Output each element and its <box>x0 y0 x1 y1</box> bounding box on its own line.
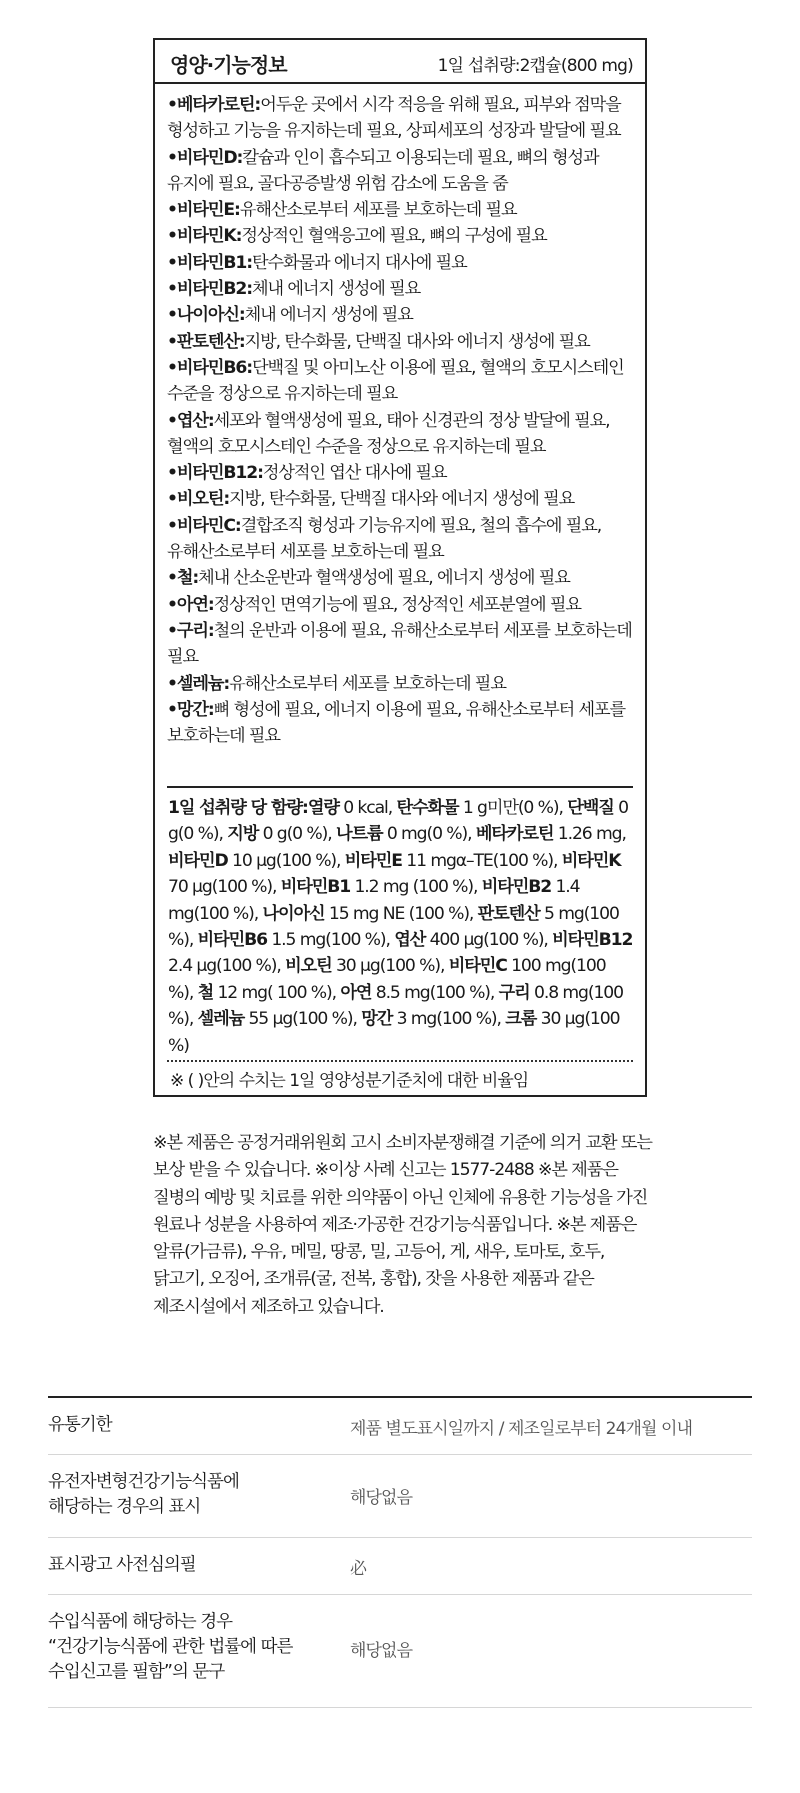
nutrient-value: 8.5 mg(100 %), <box>371 982 499 1003</box>
function-item <box>167 355 635 408</box>
nutrient-name: 베타카로틴 <box>475 824 554 845</box>
function-desc: 체내 에너지 생성에 필요 <box>244 305 413 326</box>
nutrient-name: 비타민E <box>344 850 402 871</box>
function-name: •구리: <box>167 620 214 641</box>
function-name: •비타민B12: <box>167 463 263 484</box>
function-desc: 탄수화물과 에너지 대사에 필요 <box>252 252 467 273</box>
info-table <box>48 1396 752 1708</box>
function-item <box>167 592 635 618</box>
function-desc: 유해산소로부터 세포를 보호하는데 필요 <box>239 200 517 221</box>
info-row <box>48 1455 752 1538</box>
nutrient-value: 5 mg(100 %), <box>168 903 619 951</box>
function-item <box>167 302 635 328</box>
function-name: •나이아신: <box>167 305 245 326</box>
function-desc: 단백질 및 아미노산 이용에 필요, 혈액의 호모시스테인 수준을 정상으로 유지하는데 필요 <box>167 357 624 405</box>
function-name: •망간: <box>167 699 214 720</box>
nutrient-value: 0 mg(0 %), <box>382 824 476 845</box>
nutrient-name: 탄수화물 <box>396 798 459 818</box>
function-desc: 세포와 혈액생성에 필요, 태아 신경관의 정상 발달에 필요, 혈액의 호모시스테인 수준을 정상으로 유지하는데 필요 <box>167 410 610 457</box>
function-item <box>167 329 635 355</box>
nutrient-name: 지방 <box>227 824 259 845</box>
function-desc: 정상적인 혈액응고에 필요, 뼈의 구성에 필요 <box>241 226 547 247</box>
nutrient-name: 판토텐산 <box>477 903 540 924</box>
nutrient-name: 셀레늄 <box>197 1009 245 1030</box>
divider <box>167 786 633 788</box>
function-item <box>167 250 635 276</box>
nutrient-value: 0 g(0 %), <box>168 798 628 845</box>
nutrient-value: 1.4 mg(100 %), <box>168 877 580 924</box>
function-name: •비타민B1: <box>167 252 253 273</box>
function-name: •엽산: <box>167 410 214 431</box>
nutrient-name: 망간 <box>361 1009 393 1030</box>
notice-text: ※본 제품은 공정거래위원회 고시 소비자분쟁해결 기준에 의거 교환 또는 보상 받을 수 있습니다. ※이상 사례 신고는 1577-2488 ※본 제품은 질병의 예방 및 치료를 위한 의약품이 아닌 인체에 유용한 기능성을 가진 원료나 성분을 사용하여 제조·가공한 건강기능식품입니다. ※본 제품은 알류(가금류), 우유, 메밀, 땅콩, 밀, 고등어, 게, 새우, 토마토, 호두, 닭고기, 오징어, 조개류(굴, 전복, 홍합), 잣을 사용한 제품과 같은 제조시설에서 제조하고 있습니다. <box>153 1133 652 1317</box>
info-row <box>48 1538 752 1595</box>
info-label: 수입식품에 해당하는 경우 “건강기능식품에 관한 법률에 따른 수입신고를 필함”의 문구 <box>48 1612 293 1682</box>
info-row <box>48 1398 752 1455</box>
function-item <box>167 460 635 486</box>
info-value: 해당없음 <box>350 1641 413 1661</box>
nutrient-value: 12 mg( 100 %), <box>213 982 341 1003</box>
info-row <box>48 1595 752 1708</box>
nutrient-name: 비타민D <box>168 850 228 871</box>
nutrient-value: 0 g(0 %), <box>258 824 336 845</box>
nutrient-value: 30 μg(100 %) <box>168 1009 620 1056</box>
nutrient-name: 구리 <box>498 982 530 1003</box>
nutrient-value: 11 mgα–TE(100 %), <box>401 850 562 871</box>
function-desc: 체내 산소운반과 혈액생성에 필요, 에너지 생성에 필요 <box>198 568 570 589</box>
function-desc: 칼슘과 인이 흡수되고 이용되는데 필요, 뼈의 형성과 유지에 필요, 골다공증발생 위험 감소에 도움을 줌 <box>167 147 599 194</box>
nutrient-name: 철 <box>197 982 214 1003</box>
function-name: •아연: <box>167 594 214 615</box>
function-name: •비타민B6: <box>167 357 253 378</box>
function-item <box>167 197 635 223</box>
function-item <box>167 565 635 591</box>
function-item <box>167 223 635 249</box>
nutrient-value: 0.8 mg(100 %), <box>168 982 623 1030</box>
nutrient-name: 비타민B6 <box>197 930 267 951</box>
nutrient-value: 1.2 mg (100 %), <box>350 877 482 898</box>
function-item <box>167 276 635 302</box>
function-item <box>167 513 635 566</box>
function-desc: 지방, 탄수화물, 단백질 대사와 에너지 생성에 필요 <box>244 331 590 352</box>
nutrient-name: 비타민B1 <box>280 877 351 898</box>
function-item <box>167 697 635 750</box>
function-name: •베타카로틴: <box>167 95 261 115</box>
footnote: ※ ( )안의 수치는 1일 영양성분기준치에 대한 비율임 <box>170 1071 529 1091</box>
function-item <box>167 486 635 512</box>
dotted-divider <box>167 1060 633 1062</box>
function-item <box>167 408 635 461</box>
label-header <box>155 40 645 84</box>
function-item <box>167 618 635 671</box>
info-label: 유통기한 <box>48 1415 112 1435</box>
nutrient-value: 1 g미만(0 %), <box>458 798 568 818</box>
nutrient-name: 비타민B2 <box>481 877 552 898</box>
nutrient-value: 0 kcal, <box>338 798 397 818</box>
nutrient-value: 2.4 μg(100 %), <box>168 956 286 977</box>
nutrient-value: 3 mg(100 %), <box>392 1009 506 1030</box>
function-desc: 결합조직 형성과 기능유지에 필요, 철의 흡수에 필요, 유해산소로부터 세포를 보호하는데 필요 <box>167 515 602 563</box>
nutrient-name: 단백질 <box>567 798 614 818</box>
function-desc: 유해산소로부터 세포를 보호하는데 필요 <box>229 673 506 694</box>
function-desc: 지방, 탄수화물, 단백질 대사와 에너지 생성에 필요 <box>229 489 575 510</box>
nutrient-name: 비오틴 <box>285 956 332 977</box>
function-name: •비타민D: <box>167 147 243 168</box>
function-name: •비타민E: <box>167 200 240 221</box>
nutrient-value: 15 mg NE (100 %), <box>324 903 478 924</box>
function-name: •비오틴: <box>167 489 230 510</box>
nutrient-name: 아연 <box>340 982 372 1003</box>
content-intro: 1일 섭취량 당 함량: <box>168 798 308 818</box>
nutrient-value: 70 μg(100 %), <box>168 877 281 898</box>
info-value: 해당없음 <box>350 1488 413 1508</box>
nutrient-name: 열량 <box>307 798 339 818</box>
function-name: •셀레늄: <box>167 673 230 694</box>
function-desc: 체내 에너지 생성에 필요 <box>252 279 421 300</box>
function-item <box>167 92 635 145</box>
nutrient-name: 비타민B12 <box>552 930 633 951</box>
label-title: 영양·기능정보 <box>170 53 287 77</box>
function-name: •비타민C: <box>167 515 241 536</box>
function-item <box>167 145 635 198</box>
info-value: 제품 별도표시일까지 / 제조일로부터 24개월 이내 <box>350 1419 693 1439</box>
function-name: •비타민B2: <box>167 279 253 300</box>
nutrient-value: 400 μg(100 %), <box>425 930 553 951</box>
function-desc: 정상적인 엽산 대사에 필요 <box>262 463 447 484</box>
nutrient-value: 30 μg(100 %), <box>331 956 449 977</box>
nutrient-content <box>168 795 635 1059</box>
nutrient-name: 나이아신 <box>262 903 325 924</box>
nutrient-value: 10 μg(100 %), <box>227 850 345 871</box>
nutrient-name: 엽산 <box>394 930 426 951</box>
nutrient-value: 100 mg(100 %), <box>168 956 606 1003</box>
function-desc: 어두운 곳에서 시각 적응을 위해 필요, 피부와 점막을 형성하고 기능을 유지하는데 필요, 상피세포의 성장과 발달에 필요 <box>167 95 621 142</box>
function-name: •판토텐산: <box>167 331 245 352</box>
nutrient-name: 비타민K <box>561 850 621 871</box>
function-desc: 정상적인 면역기능에 필요, 정상적인 세포분열에 필요 <box>213 594 581 615</box>
function-desc: 철의 운반과 이용에 필요, 유해산소로부터 세포를 보호하는데 필요 <box>167 620 632 668</box>
function-desc: 뼈 형성에 필요, 에너지 이용에 필요, 유해산소로부터 세포를 보호하는데 필요 <box>167 699 626 747</box>
function-name: •철: <box>167 568 199 589</box>
nutrition-label <box>153 38 647 1097</box>
nutrient-value: 55 μg(100 %), <box>244 1009 362 1030</box>
nutrient-name: 크롬 <box>505 1009 537 1030</box>
nutrient-value: 1.26 mg, <box>553 824 626 845</box>
info-label: 표시광고 사전심의필 <box>48 1555 196 1575</box>
serving-size: 1일 섭취량:2캡슐(800 mg) <box>437 56 633 76</box>
function-name: •비타민K: <box>167 226 242 247</box>
nutrient-name: 비타민C <box>448 956 507 977</box>
info-value: 必 <box>350 1559 367 1579</box>
info-label: 유전자변형건강기능식품에 해당하는 경우의 표시 <box>48 1472 239 1517</box>
nutrient-value: 1.5 mg(100 %), <box>266 930 395 951</box>
function-item <box>167 671 635 697</box>
nutrient-name: 나트륨 <box>335 824 383 845</box>
function-list <box>167 92 635 749</box>
